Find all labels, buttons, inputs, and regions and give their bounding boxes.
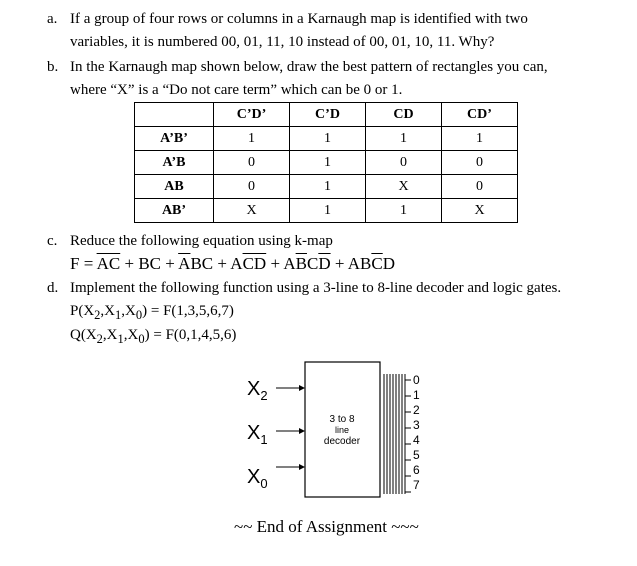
decoder-output-ticks — [405, 380, 411, 492]
decoder-input-x0: $X_0$ — [247, 466, 268, 491]
output-label: 0 — [413, 373, 420, 387]
func-text: ,X — [121, 303, 136, 319]
decoder-input-x1: $X_1$ — [247, 422, 268, 447]
eq-part: + BC + — [120, 254, 179, 273]
question-a-letter: a. — [47, 11, 58, 27]
eq-part: + — [266, 254, 284, 273]
question-c-line1: Reduce the following equation using k-map — [70, 233, 333, 249]
decoder-label-line3: decoder — [323, 436, 361, 447]
kmap-cell: 1 — [290, 175, 366, 199]
question-d-letter: d. — [47, 280, 59, 296]
kmap-cell: X — [366, 175, 442, 199]
func-sub: 1 — [115, 308, 122, 322]
func-sub: 2 — [94, 308, 101, 322]
func-text: P(X — [70, 303, 95, 319]
kmap-cell: X — [214, 199, 290, 223]
kmap-row-label: A’B — [135, 151, 214, 175]
output-label: 3 — [413, 418, 420, 432]
output-label: 7 — [413, 478, 420, 492]
question-b-line2: where “X” is a “Do not care term” which can be 0 or 1. — [70, 82, 403, 98]
eq-part: BC — [190, 254, 214, 273]
func-text: ) = F(0,1,4,5,6) — [144, 327, 237, 343]
func-text: Q(X — [70, 327, 97, 343]
kmap-cell: 0 — [366, 151, 442, 175]
kmap-row-label: A’B’ — [135, 127, 214, 151]
kmap-cell: 1 — [290, 151, 366, 175]
func-sub: 2 — [96, 332, 103, 346]
eq-part: + A — [213, 254, 243, 273]
eq-part: A — [283, 254, 296, 273]
func-sub: 1 — [117, 332, 124, 346]
question-a-line2: variables, it is numbered 00, 01, 11, 10 instead of 00, 01, 10, 11. Why? — [70, 34, 495, 50]
eq-part: $\overline{D}$ — [318, 254, 331, 273]
decoder-output-bus — [384, 374, 405, 494]
question-b-letter: b. — [47, 59, 59, 75]
output-label: 6 — [413, 463, 420, 477]
func-text: ,X — [100, 303, 116, 319]
question-a-line1: If a group of four rows or columns in a Karnaugh map is identified with two — [70, 11, 528, 27]
kmap-cell: 0 — [214, 175, 290, 199]
kmap-cell: 1 — [366, 127, 442, 151]
question-c-letter: c. — [47, 233, 58, 249]
kmap-cell: X — [442, 199, 518, 223]
eq-part: $\overline{B}$ — [295, 254, 307, 273]
decoder-label-line2: line — [334, 425, 350, 435]
end-of-assignment: ~~ End of Assignment ~~~ — [234, 517, 419, 536]
kmap-cell: 0 — [214, 151, 290, 175]
kmap-col-header: C’D’ — [214, 103, 290, 127]
eq-part: + AB — [330, 254, 372, 273]
func-sub: 0 — [138, 332, 145, 346]
kmap-cell: 1 — [366, 199, 442, 223]
eq-part: D — [382, 254, 395, 273]
output-label: 2 — [413, 403, 420, 417]
kmap-col-header: CD — [366, 103, 442, 127]
kmap-row-label: AB — [135, 175, 214, 199]
kmap-cell: 0 — [442, 175, 518, 199]
kmap-col-header: CD’ — [442, 103, 518, 127]
kmap-cell: 1 — [214, 127, 290, 151]
kmap-row-label: AB’ — [135, 199, 214, 223]
output-label: 4 — [413, 433, 420, 447]
kmap-cell: 1 — [442, 127, 518, 151]
func-sub: 0 — [135, 308, 143, 322]
eq-part: $\overline{A}$ — [178, 254, 191, 273]
func-text: ,X — [102, 327, 118, 343]
eq-part: $\overline{AC}$ — [96, 254, 121, 273]
output-label: 5 — [413, 448, 420, 462]
eq-part: $\overline{C}$ — [371, 254, 383, 273]
func-text: ,X — [123, 327, 139, 343]
kmap-cell: 0 — [442, 151, 518, 175]
question-d-line1: Implement the following function using a 3-line to 8-line decoder and logic gates. — [70, 280, 562, 296]
question-b-line1: In the Karnaugh map shown below, draw the best pattern of rectangles you can, — [70, 59, 548, 75]
eq-part: C — [306, 254, 319, 273]
kmap-cell: 1 — [290, 127, 366, 151]
eq-part: $\overline{CD}$ — [242, 254, 267, 273]
func-text: ) = F(1,3,5,6,7) — [142, 303, 234, 319]
output-label: 1 — [413, 388, 420, 402]
decoder-input-x2: $X_2$ — [247, 378, 268, 403]
decoder-label-line1: 3 to 8 — [329, 414, 355, 425]
eq-part: F = — [70, 254, 97, 273]
kmap-col-header: C’D — [290, 103, 366, 127]
kmap-cell: 1 — [290, 199, 366, 223]
decoder-output-labels — [413, 373, 420, 492]
